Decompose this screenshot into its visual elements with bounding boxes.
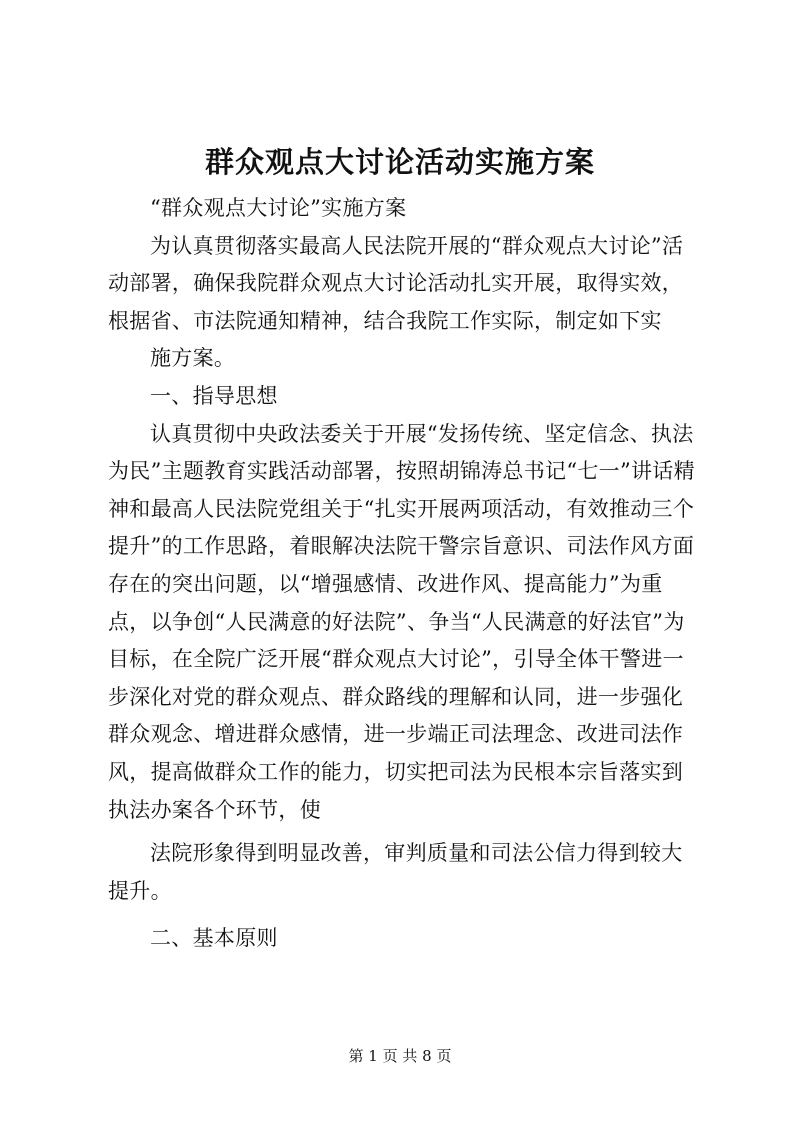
guiding-thought-continuation: 法院形象得到明显改善，审判质量和司法公信力得到较大提升。	[108, 841, 683, 903]
section-heading-guiding-thought: 一、指导思想	[150, 383, 278, 408]
section-heading-basic-principles: 二、基本原则	[150, 926, 278, 951]
document-title: 群众观点大讨论活动实施方案	[204, 145, 595, 179]
intro-continuation: 施方案。	[150, 346, 236, 371]
page-number-footer: 第 1 页 共 8 页	[348, 1047, 452, 1065]
guiding-thought-paragraph: 认真贯彻中央政法委关于开展“发扬传统、坚定信念、执法为民”主题教育实践活动部署，按照胡锦涛总书记“七一”讲话精神和最高人民法院党组关于“扎实开展两项活动，有效推动三个提升”的工作思路，着眼解决法院干警宗旨意识、司法作风方面存在的突出问题，以“增强感情、改进作风、提高能力”为重点，以争创“人民满意的好法院”、争当“人民满意的好法官”为目标，在全院广泛开展“群众观点大讨论”，引导全体干警进一步深化对党的群众观点、群众路线的理解和认同，进一步强化群众观念、增进群众感情，进一步端正司法理念、改进司法作风，提高做群众工作的能力，切实把司法为民根本宗旨落实到执法办案各个环节，使	[108, 421, 695, 822]
document-body	[108, 190, 702, 958]
subtitle-paragraph: “群众观点大讨论”实施方案	[150, 196, 407, 220]
intro-paragraph: 为认真贯彻落实最高人民法院开展的“群众观点大讨论”活动部署，确保我院群众观点大讨论活动扎实开展，取得实效，根据省、市法院通知精神，结合我院工作实际，制定如下实	[108, 233, 684, 333]
